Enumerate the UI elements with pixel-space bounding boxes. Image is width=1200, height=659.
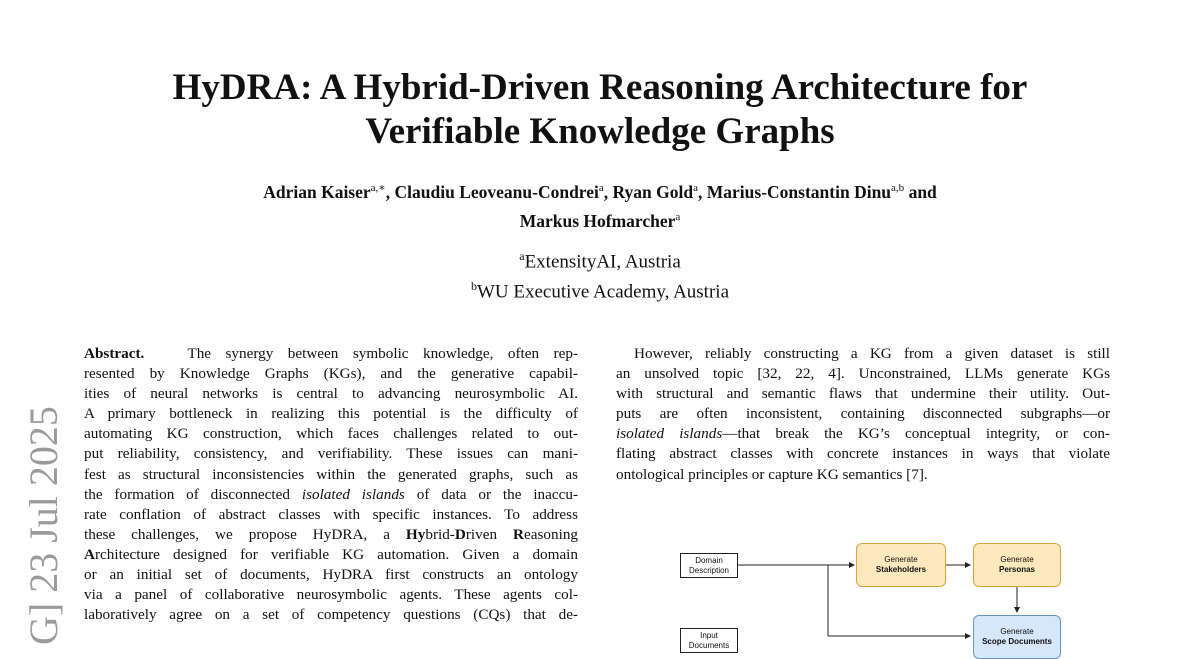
abstract-bold: R xyxy=(513,525,525,543)
abstract-text: riven xyxy=(465,525,498,543)
author-name: Claudiu Leoveanu-Condrei xyxy=(394,181,599,202)
abstract-text: easoning xyxy=(524,525,579,543)
author-name: Ryan Gold xyxy=(612,181,694,202)
abstract-text: these challenges, we propose HyDRA, a xyxy=(84,525,390,543)
abstract-text: brid- xyxy=(425,525,455,543)
domain-description-box xyxy=(680,553,738,578)
abstract-line: resented by Knowledge Graphs (KGs), and the generative capabil- xyxy=(84,365,578,383)
body-line: with structural and semantic flaws that undermine their utility. Out- xyxy=(616,385,1110,403)
input-documents-box xyxy=(680,628,738,653)
body-line xyxy=(616,424,1110,444)
author-affil-mark: a,b xyxy=(891,182,905,194)
abstract-text: of data or the inaccu- xyxy=(416,485,579,503)
abstract xyxy=(84,344,578,625)
abstract-line: A primary bottleneck in realizing this potential is the difficulty of xyxy=(84,405,578,423)
abstract-line: ities of neural networks is central to advancing neurosymbolic AI. xyxy=(84,385,578,403)
abstract-line: laboratively agree on a set of competency questions (CQs) that de- xyxy=(84,606,578,624)
abstract-line: via a panel of collaborative neurosymbolic agents. These agents col- xyxy=(84,586,578,604)
generate-stakeholders-box xyxy=(856,543,946,587)
author-name: Marius-Constantin Dinu xyxy=(706,181,892,202)
generate-personas-box xyxy=(973,543,1061,587)
abstract-line xyxy=(84,545,578,565)
body-line: However, reliably constructing a KG from a given dataset is still xyxy=(634,345,1110,362)
author-affil-mark: a,∗ xyxy=(370,182,386,194)
generate-scope-documents-box xyxy=(973,615,1061,659)
abstract-text: The synergy between symbolic knowledge, often rep- xyxy=(187,345,579,362)
box-label: Generate xyxy=(1000,627,1034,636)
abstract-line xyxy=(84,485,578,505)
body-line: puts are often inconsistent, containing disconnected subgraphs—or xyxy=(616,405,1110,423)
box-label: Description xyxy=(688,565,729,575)
abstract-bold: A xyxy=(84,545,95,563)
author-affil-mark: a xyxy=(598,182,604,194)
paper-title xyxy=(0,66,1200,154)
author-name: Markus Hofmarcher xyxy=(519,210,676,231)
affiliation-a xyxy=(0,244,1200,274)
abstract-label: Abstract. xyxy=(84,345,145,362)
author-affil-mark: a xyxy=(693,182,699,194)
body-line: an unsolved topic [32, 22, 4]. Unconstrained, LLMs generate KGs xyxy=(616,365,1110,383)
body-line: flating abstract classes with concrete instances in ways that violate xyxy=(616,445,1110,463)
box-label-bold: Stakeholders xyxy=(875,565,927,574)
author-list xyxy=(0,176,1200,234)
abstract-line xyxy=(84,344,578,364)
box-label: Input xyxy=(700,630,718,640)
affiliation-b xyxy=(0,274,1200,304)
abstract-line: rate conflation of abstract classes with specific instances. To address xyxy=(84,505,578,523)
box-label-bold: Personas xyxy=(998,565,1036,574)
box-label: Documents xyxy=(688,640,730,650)
affiliation-text: ExtensityAI, Austria xyxy=(524,251,681,273)
abstract-line: or an initial set of documents, HyDRA first constructs an ontology xyxy=(84,566,578,584)
arxiv-stamp: G] 23 Jul 2025 xyxy=(21,406,66,645)
title-line-1: HyDRA: A Hybrid-Driven Reasoning Architecture for xyxy=(172,67,1028,108)
author-separator: , xyxy=(698,181,707,202)
body-emphasis: isolated islands xyxy=(616,425,723,443)
abstract-text: rchitecture designed for verifiable KG automation. Given a domain xyxy=(94,545,578,563)
box-label: Domain xyxy=(695,555,723,565)
title-line-2: Verifiable Knowledge Graphs xyxy=(365,111,835,152)
abstract-emphasis: isolated islands xyxy=(301,485,405,503)
abstract-text: the formation of disconnected xyxy=(84,485,290,503)
affiliations xyxy=(0,244,1200,305)
abstract-bold: Hy xyxy=(405,525,426,543)
abstract-bold: D xyxy=(454,525,466,543)
pipeline-figure xyxy=(676,538,1076,648)
abstract-line: put reliability, consistency, and verifiability. These issues can mani- xyxy=(84,445,578,463)
abstract-line xyxy=(84,525,578,545)
body-paragraph xyxy=(616,344,1110,485)
author-name: Adrian Kaiser xyxy=(263,181,371,202)
body-line: ontological principles or capture KG semantics [7]. xyxy=(616,465,928,483)
author-separator: , xyxy=(603,181,613,202)
affiliation-text: WU Executive Academy, Austria xyxy=(476,281,730,303)
abstract-line: automating KG construction, which faces challenges related to out- xyxy=(84,425,578,443)
affiliation-mark: a xyxy=(519,249,525,263)
author-affil-mark: a xyxy=(675,210,681,223)
author-separator: , xyxy=(385,181,395,202)
box-label: Generate xyxy=(884,555,918,564)
body-text: —that break the KG’s conceptual integrity, or con- xyxy=(722,425,1110,443)
box-label-bold: Scope Documents xyxy=(982,637,1052,646)
author-separator: and xyxy=(904,181,937,202)
abstract-line: fest as structural inconsistencies within the generated graphs, such as xyxy=(84,465,578,483)
box-label: Generate xyxy=(1000,555,1034,564)
affiliation-mark: b xyxy=(470,279,477,294)
